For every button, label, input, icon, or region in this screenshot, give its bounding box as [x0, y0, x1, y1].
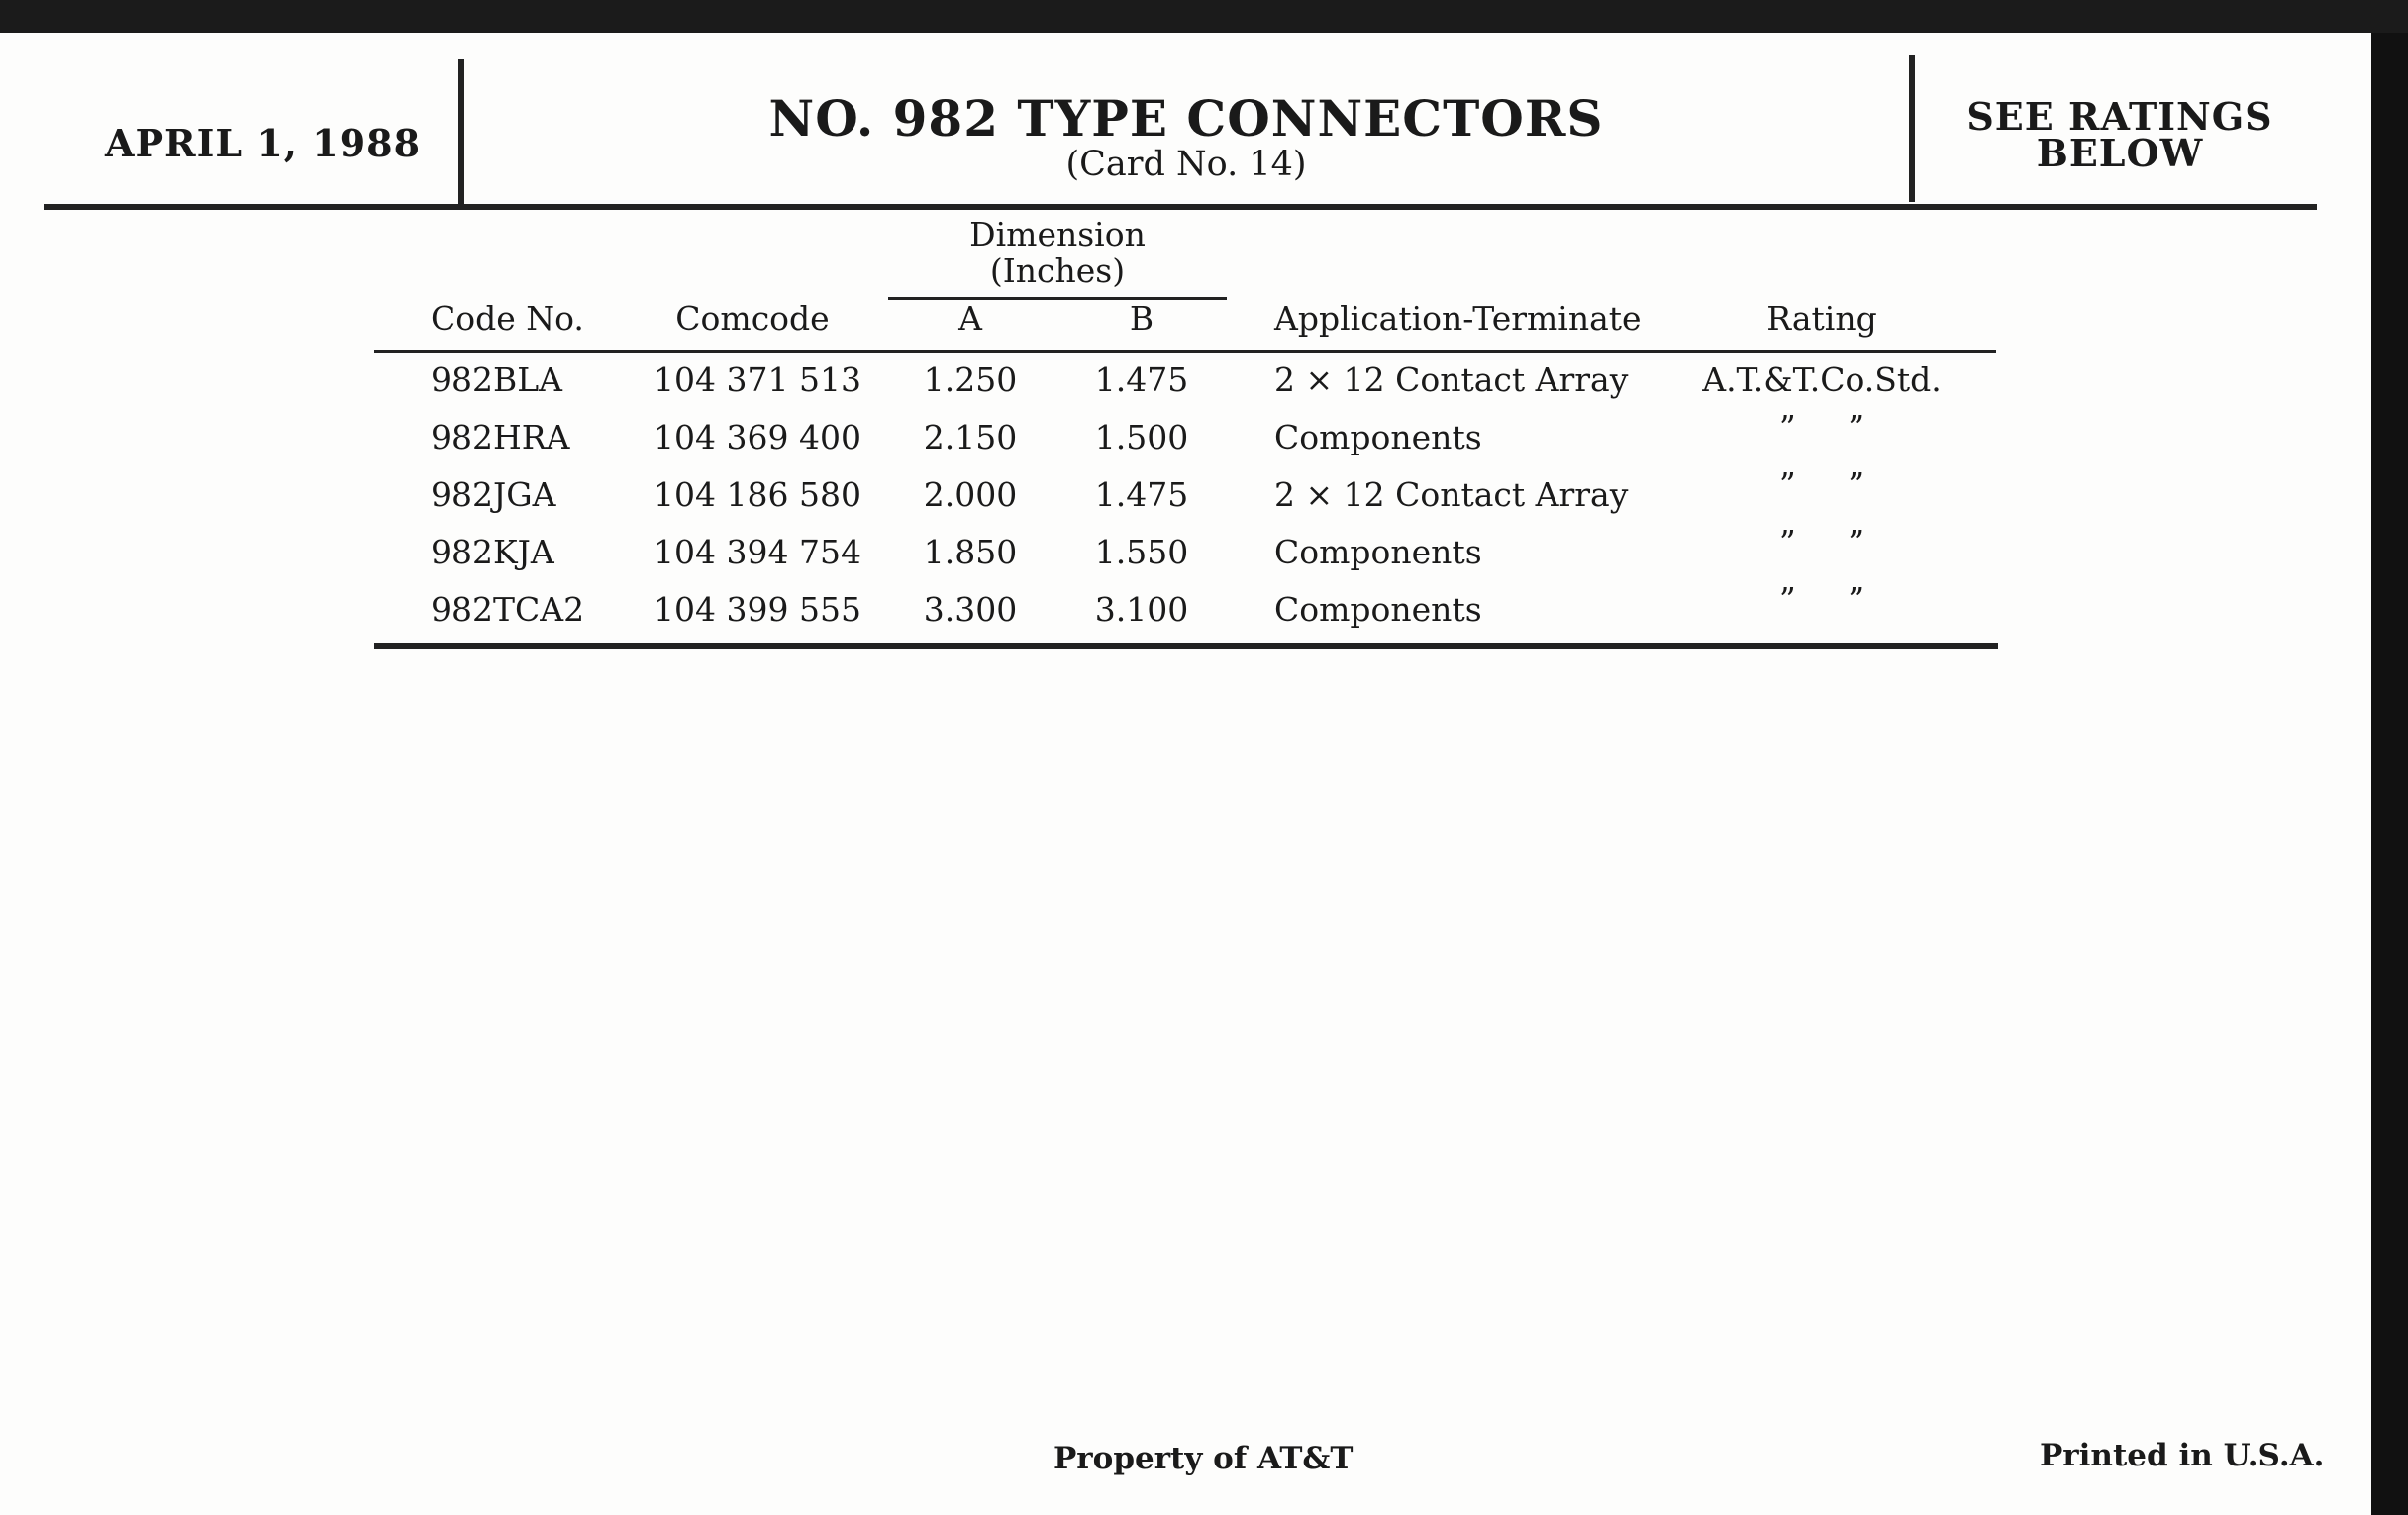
header-rule — [44, 204, 2317, 210]
ratings-note — [1917, 94, 2323, 175]
cell-application: 2 × 12 Contact Array — [1274, 360, 1629, 399]
ratings-note-line1: SEE RATINGS — [1966, 94, 2273, 139]
cell-rating-ditto: ” ” — [1778, 523, 1865, 561]
issue-date: APRIL 1, 1988 — [105, 121, 422, 165]
cell-code: 982BLA — [431, 360, 562, 399]
cell-dim-b: 1.475 — [1094, 360, 1189, 399]
cell-comcode: 104 371 513 — [653, 360, 861, 399]
cell-application: Components — [1274, 590, 1482, 629]
cell-dim-a: 2.150 — [923, 418, 1018, 456]
cell-code: 982HRA — [431, 418, 570, 456]
column-header-comcode: Comcode — [675, 299, 830, 338]
card-number: (Card No. 14) — [1065, 145, 1307, 184]
column-header-b: B — [1129, 299, 1154, 338]
cell-rating-ditto: ” ” — [1778, 408, 1865, 447]
property-notice: Property of AT&T — [1054, 1441, 1354, 1476]
page-title: NO. 982 TYPE CONNECTORS — [768, 89, 1604, 148]
cell-application: Components — [1274, 418, 1482, 456]
table-bottom-rule — [374, 643, 1998, 649]
column-header-rating: Rating — [1766, 299, 1877, 338]
dimension-label: Dimension — [969, 215, 1146, 253]
cell-dim-a: 2.000 — [923, 475, 1018, 514]
cell-dim-b: 1.500 — [1094, 418, 1189, 456]
dimension-unit: (Inches) — [989, 252, 1126, 290]
cell-application: Components — [1274, 533, 1482, 571]
cell-dim-b: 3.100 — [1094, 590, 1189, 629]
cell-dim-a: 3.300 — [923, 590, 1018, 629]
cell-dim-a: 1.850 — [923, 533, 1018, 571]
cell-dim-b: 1.475 — [1094, 475, 1189, 514]
cell-comcode: 104 369 400 — [653, 418, 861, 456]
cell-comcode: 104 186 580 — [653, 475, 861, 514]
card-edge-shadow — [2371, 33, 2408, 1515]
cell-application: 2 × 12 Contact Array — [1274, 475, 1629, 514]
cell-code: 982JGA — [431, 475, 556, 514]
cell-code: 982TCA2 — [431, 590, 585, 629]
cell-comcode: 104 399 555 — [653, 590, 861, 629]
cell-rating-ditto: ” ” — [1778, 580, 1865, 619]
ratings-note-line2: BELOW — [2036, 131, 2204, 175]
cell-code: 982KJA — [431, 533, 554, 571]
column-header-application: Application-Terminate — [1274, 299, 1642, 338]
table-header-rule — [374, 350, 1996, 354]
printed-notice: Printed in U.S.A. — [2040, 1438, 2325, 1473]
cell-dim-a: 1.250 — [923, 360, 1018, 399]
header-divider-right — [1909, 55, 1915, 202]
cell-rating: A.T.&T.Co.Std. — [1702, 360, 1942, 399]
cell-dim-b: 1.550 — [1094, 533, 1189, 571]
cell-rating-ditto: ” ” — [1778, 465, 1865, 504]
column-header-a: A — [958, 299, 982, 338]
column-header-code: Code No. — [431, 299, 584, 338]
cell-comcode: 104 394 754 — [653, 533, 861, 571]
dimension-group-header — [888, 216, 1227, 289]
